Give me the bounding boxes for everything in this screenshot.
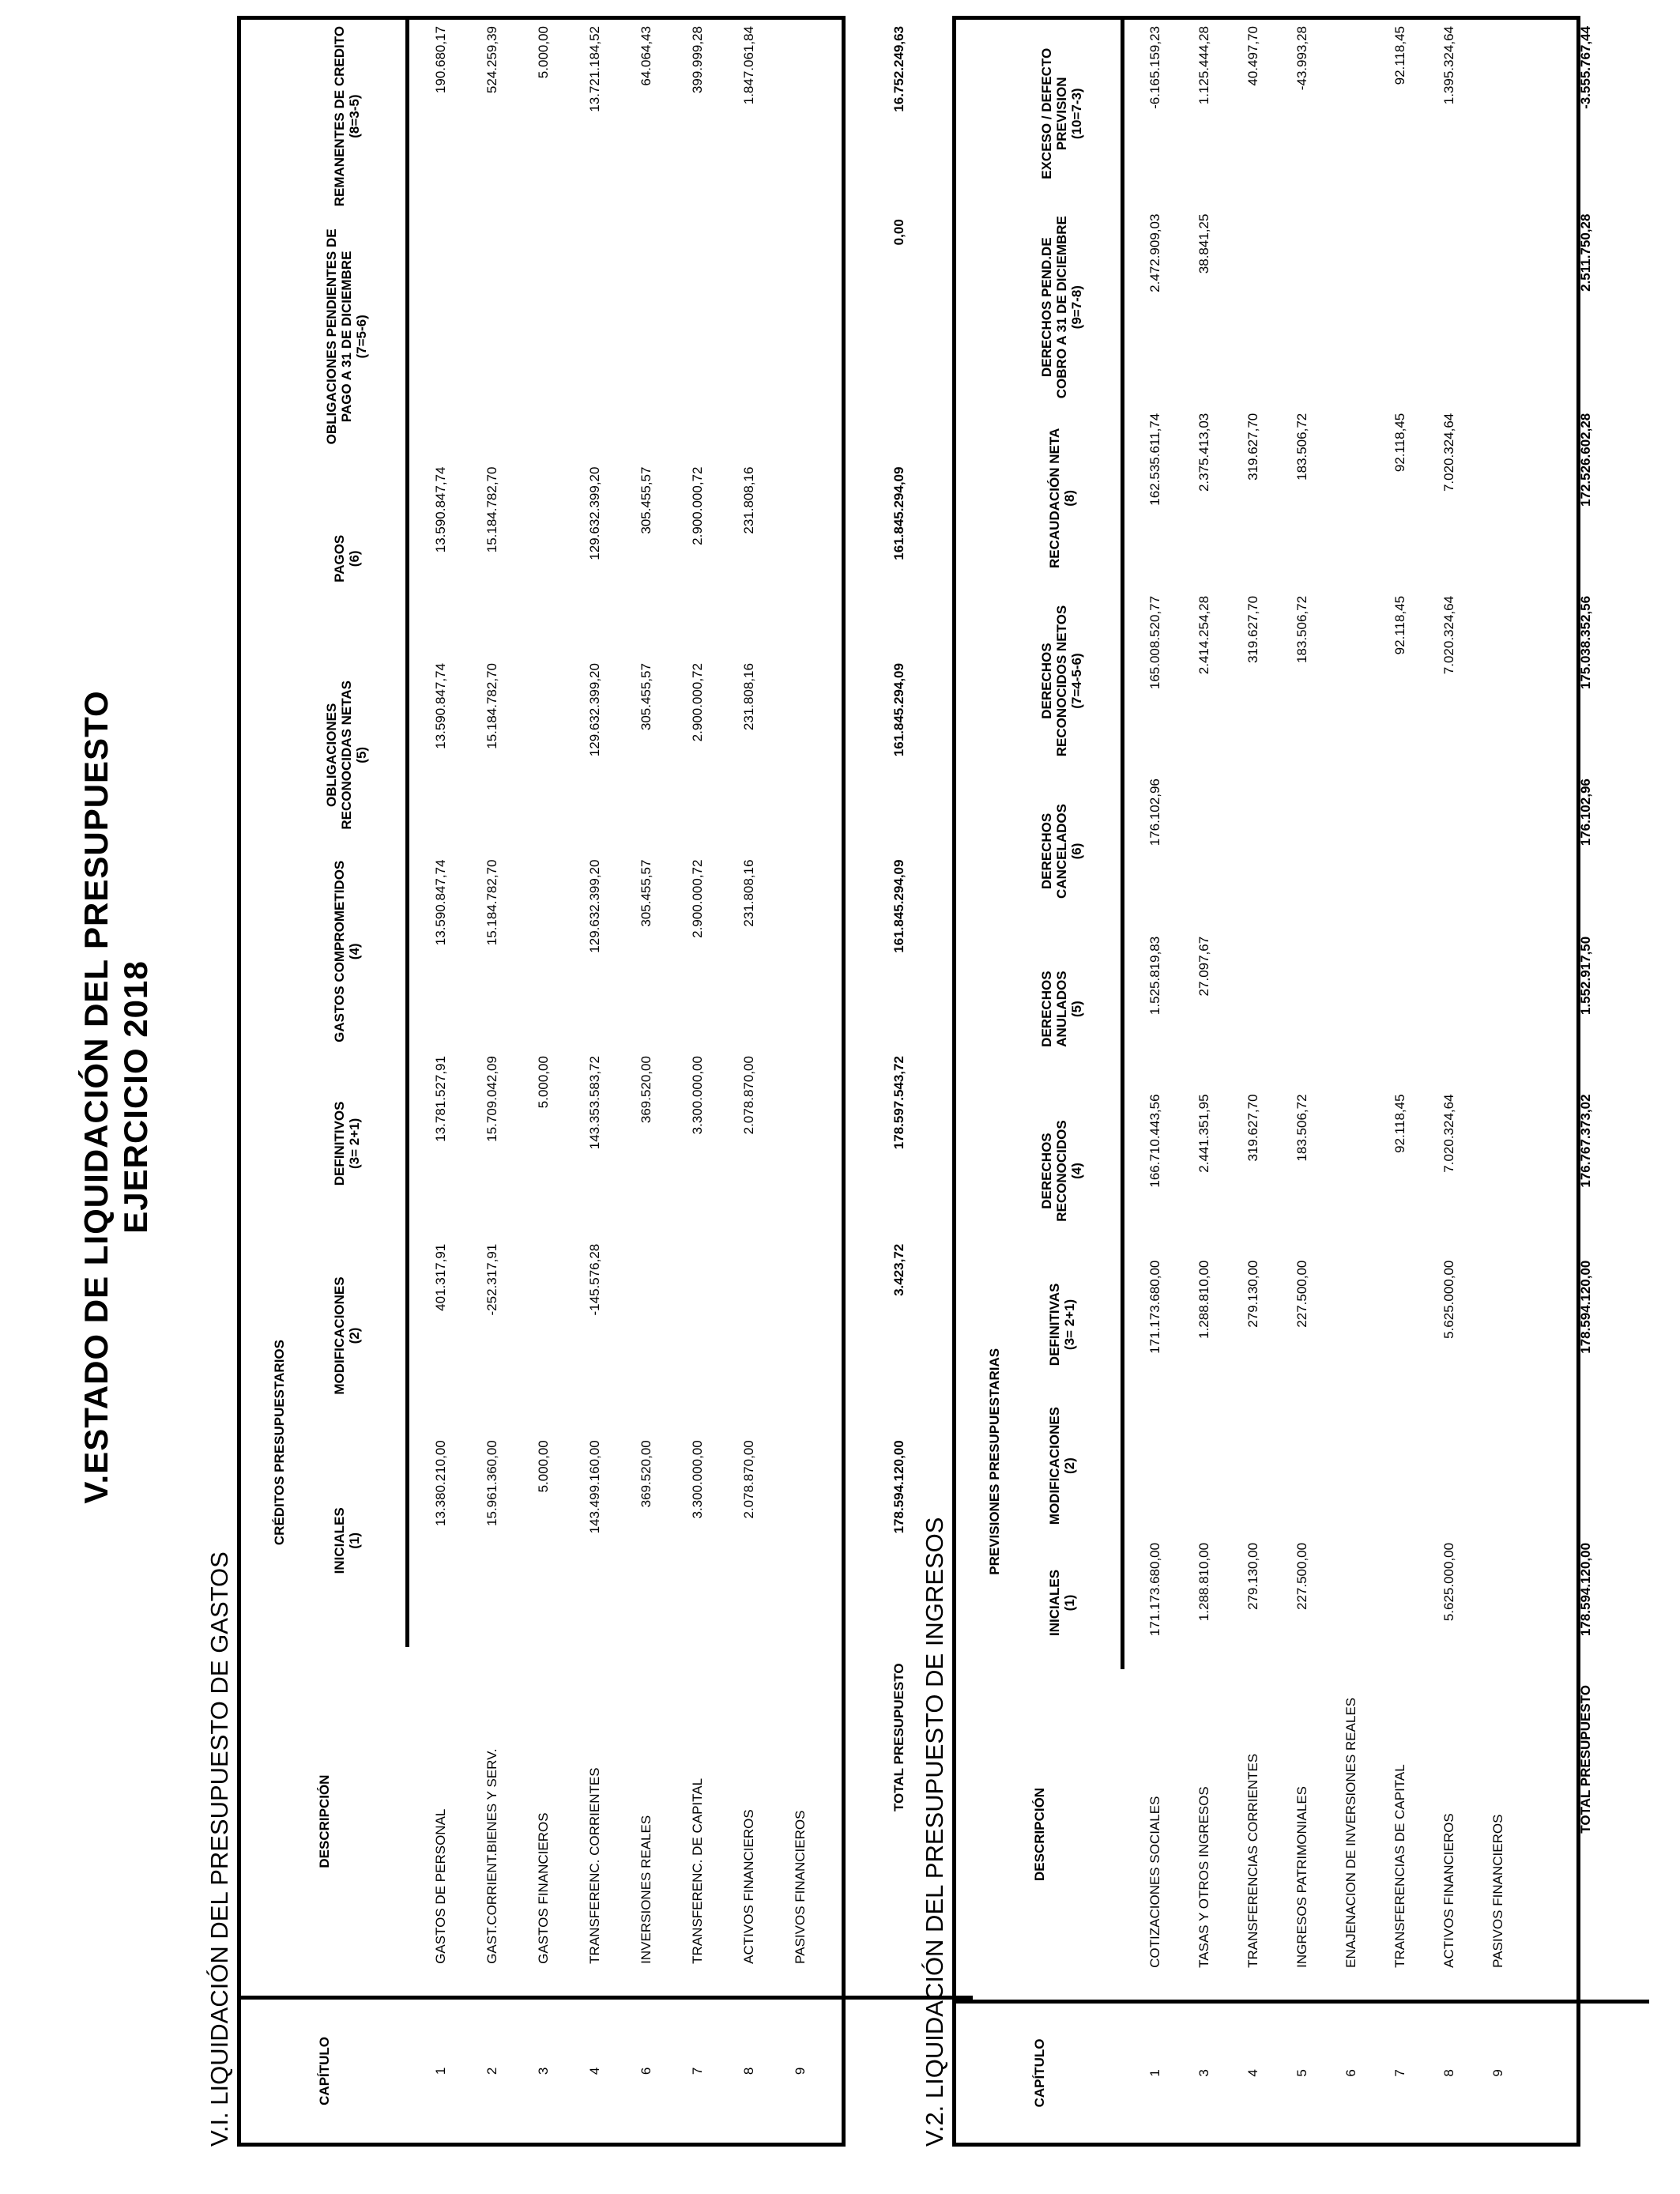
exc-cell: 1.125.444,28 — [1196, 26, 1211, 105]
ini-cell: 227.500,00 — [1294, 1542, 1309, 1610]
rcd-cell: 2.375.413,03 — [1196, 413, 1211, 492]
capitulo-cell: 4 — [1229, 2001, 1278, 2143]
def-cell — [1376, 1254, 1425, 1396]
table-row — [518, 20, 570, 2143]
rcd-cell — [1327, 407, 1376, 590]
mod-cell — [1180, 1395, 1229, 1536]
ingresos-header-iniciales: INICIALES (1) — [1004, 1536, 1122, 1669]
net-cell: 165.008.520,77 — [1147, 595, 1162, 690]
capitulo-cell: 9 — [775, 1997, 827, 2143]
mod-cell — [1327, 1395, 1376, 1536]
exc-cell: 1.395.324,64 — [1441, 26, 1456, 105]
pend-cell — [672, 213, 724, 460]
anu-cell: 27.097,67 — [1196, 936, 1211, 997]
gastos-table-panel — [237, 16, 906, 2147]
mod-cell — [1278, 1395, 1327, 1536]
pend-cell — [1474, 208, 1523, 407]
descripcion-cell: TRANSFERENC. DE CAPITAL — [690, 1777, 705, 1964]
rcd-cell: 162.535.611,74 — [1147, 413, 1162, 506]
pag-cell: 13.590.847,74 — [433, 466, 448, 553]
pend-cell — [518, 213, 570, 460]
capitulo-cell: 6 — [1327, 2001, 1376, 2143]
descripcion-cell: GAST.CORRIENT.BIENES Y SERV. — [484, 1748, 499, 1964]
obl-cell: 15.184.782,70 — [484, 663, 499, 749]
total-rem: 16.752.249,63 — [891, 26, 906, 112]
total-net: 175.038.352,56 — [1577, 595, 1593, 690]
total-rec: 176.767.373,02 — [1577, 1094, 1593, 1188]
ingresos-header-descripcion: DESCRIPCIÓN — [1031, 1787, 1047, 1881]
rec-cell: 2.441.351,95 — [1196, 1094, 1211, 1173]
pend-cell — [1229, 208, 1278, 407]
ini-cell: 279.130,00 — [1245, 1542, 1260, 1610]
def-cell — [1474, 1254, 1523, 1396]
descripcion-cell: GASTOS DE PERSONAL — [433, 1808, 448, 1964]
can-cell — [1229, 772, 1278, 930]
descripcion-cell: ACTIVOS FINANCIEROS — [741, 1809, 756, 1964]
table-row — [1474, 20, 1523, 2143]
pend-cell: 2.472.909,03 — [1147, 213, 1162, 292]
rem-cell — [775, 20, 827, 213]
rec-cell: 319.627,70 — [1245, 1094, 1260, 1162]
ingresos-header-modificaciones: MODIFICACIONES (2) — [1004, 1395, 1122, 1536]
pend-cell — [1425, 208, 1474, 407]
gastos-table — [241, 20, 973, 2143]
rem-cell: 399.999,28 — [690, 26, 705, 94]
anu-cell — [1376, 930, 1425, 1088]
pag-cell — [775, 461, 827, 658]
def-cell: 279.130,00 — [1245, 1260, 1260, 1328]
comp-cell: 231.808,16 — [741, 859, 756, 927]
exc-cell: 40.497,70 — [1245, 26, 1260, 86]
gastos-header-capitulo: CAPÍTULO — [241, 1997, 407, 2143]
ini-cell: 13.380.210,00 — [433, 1440, 448, 1526]
ini-cell: 15.961.360,00 — [484, 1440, 499, 1526]
ingresos-header-capitulo: CAPÍTULO — [956, 2001, 1122, 2143]
ini-cell: 369.520,00 — [638, 1440, 654, 1508]
def-cell: 1.288.810,00 — [1196, 1260, 1211, 1339]
rcd-cell: 319.627,70 — [1245, 413, 1260, 481]
comp-cell: 129.632.399,20 — [587, 859, 602, 953]
page-title: V.ESTADO DE LIQUIDACIÓN DEL PRESUPUESTO — [77, 690, 115, 1504]
mod-cell — [1425, 1395, 1474, 1536]
anu-cell — [1425, 930, 1474, 1088]
pend-cell — [621, 213, 672, 460]
total-obl: 161.845.294,09 — [891, 663, 906, 757]
rem-cell: 190.680,17 — [433, 26, 448, 94]
rec-cell: 166.710.443,56 — [1147, 1094, 1162, 1188]
capitulo-cell: 4 — [570, 1997, 621, 2143]
def-cell: 5.000,00 — [536, 1056, 551, 1109]
ini-cell: 3.300.000,00 — [690, 1440, 705, 1519]
can-cell — [1376, 772, 1425, 930]
total-def: 178.597.543,72 — [891, 1056, 906, 1150]
descripcion-cell: TRANSFERENCIAS DE CAPITAL — [1392, 1764, 1407, 1968]
total-ini: 178.594.120,00 — [891, 1440, 906, 1534]
rem-cell: 13.721.184,52 — [587, 26, 602, 112]
gastos-section-title: V.I. LIQUIDACIÓN DEL PRESUPUESTO DE GASTOS — [205, 1551, 233, 2147]
capitulo-cell: 1 — [416, 1997, 467, 2143]
table-row — [672, 20, 724, 2143]
comp-cell: 2.900.000,72 — [690, 859, 705, 938]
gastos-header-remanentes: REMANENTES DE CREDITO (8=3-5) — [288, 20, 407, 213]
rec-cell — [1327, 1088, 1376, 1253]
table-row — [1376, 20, 1425, 2143]
ini-cell: 171.173.680,00 — [1147, 1542, 1162, 1637]
mod-cell — [1229, 1395, 1278, 1536]
ingresos-header-anulados: DERECHOS ANULADOS (5) — [1004, 930, 1122, 1088]
table-row — [775, 20, 827, 2143]
capitulo-cell: 5 — [1278, 2001, 1327, 2143]
total-mod: 3.423,72 — [891, 1243, 906, 1296]
ini-cell: 5.000,00 — [536, 1440, 551, 1493]
total-label: TOTAL PRESUPUESTO — [1577, 1685, 1593, 1834]
pend-cell — [724, 213, 775, 460]
total-ini: 178.594.120,00 — [1577, 1542, 1593, 1637]
mod-cell — [775, 1238, 827, 1434]
pend-cell — [1278, 208, 1327, 407]
total-def: 178.594.120,00 — [1577, 1260, 1593, 1354]
def-cell: 13.781.527,91 — [433, 1056, 448, 1142]
comp-cell: 15.184.782,70 — [484, 859, 499, 946]
def-cell: 227.500,00 — [1294, 1260, 1309, 1328]
rem-cell: 5.000,00 — [536, 26, 551, 79]
mod-cell: -145.576,28 — [587, 1243, 602, 1316]
table-row — [416, 20, 467, 2143]
descripcion-cell: TRANSFERENCIAS CORRIENTES — [1245, 1753, 1260, 1968]
pend-cell — [570, 213, 621, 460]
descripcion-cell: GASTOS FINANCIEROS — [536, 1812, 551, 1964]
pend-cell — [416, 213, 467, 460]
capitulo-cell: 3 — [518, 1997, 570, 2143]
capitulo-cell: 7 — [1376, 2001, 1425, 2143]
ingresos-table — [956, 20, 1649, 2143]
ini-cell — [775, 1434, 827, 1647]
table-row — [467, 20, 518, 2143]
ingresos-header-reconocidos: DERECHOS RECONOCIDOS (4) — [1004, 1088, 1122, 1253]
rem-cell: 64.064,43 — [638, 26, 654, 86]
gastos-group-header: CRÉDITOS PRESUPUESTARIOS — [272, 1340, 287, 1546]
pag-cell: 15.184.782,70 — [484, 466, 499, 553]
descripcion-cell: INGRESOS PATRIMONIALES — [1294, 1786, 1309, 1968]
anu-cell — [1278, 930, 1327, 1088]
pag-cell: 231.808,16 — [741, 466, 756, 534]
rcd-cell — [1474, 407, 1523, 590]
total-mod — [1523, 1395, 1649, 1536]
total-can: 176.102,96 — [1577, 778, 1593, 846]
anu-cell: 1.525.819,83 — [1147, 936, 1162, 1016]
ini-cell — [1474, 1536, 1523, 1669]
table-row — [724, 20, 775, 2143]
pend-cell — [775, 213, 827, 460]
ini-cell — [1327, 1536, 1376, 1669]
rec-cell: 7.020.324,64 — [1441, 1094, 1456, 1173]
total-comp: 161.845.294,09 — [891, 859, 906, 953]
anu-cell — [1327, 930, 1376, 1088]
rcd-cell: 183.506,72 — [1294, 413, 1309, 481]
comp-cell: 305.455,57 — [638, 859, 654, 927]
gastos-header-modificaciones: MODIFICACIONES (2) — [288, 1238, 407, 1434]
can-cell — [1425, 772, 1474, 930]
capitulo-cell: 1 — [1131, 2001, 1180, 2143]
ingresos-header-cancelados: DERECHOS CANCELADOS (6) — [1004, 772, 1122, 930]
obl-cell: 13.590.847,74 — [433, 663, 448, 749]
can-cell — [1180, 772, 1229, 930]
ini-cell: 5.625.000,00 — [1441, 1542, 1456, 1622]
ingresos-header-recaudacion: RECAUDACIÓN NETA (8) — [1004, 407, 1122, 590]
anu-cell — [1474, 930, 1523, 1088]
total-pag: 161.845.294,09 — [891, 466, 906, 560]
descripcion-cell: ENAJENACION DE INVERSIONES REALES — [1343, 1697, 1358, 1968]
gastos-header-iniciales: INICIALES (1) — [288, 1434, 407, 1647]
total-exc: -3.555.767,44 — [1577, 26, 1593, 109]
table-row — [570, 20, 621, 2143]
descripcion-cell: TRANSFERENC. CORRIENTES — [587, 1767, 602, 1964]
ini-cell — [1376, 1536, 1425, 1669]
net-cell: 92.118,45 — [1392, 595, 1407, 655]
obl-cell: 231.808,16 — [741, 663, 756, 731]
obl-cell — [775, 657, 827, 854]
gastos-header-comprometidos: GASTOS COMPROMETIDOS (4) — [288, 854, 407, 1050]
ingresos-header-netos: DERECHOS RECONOCIDOS NETOS (7=4-5-6) — [1004, 590, 1122, 772]
pend-cell: 38.841,25 — [1196, 213, 1211, 274]
mod-cell: 401.317,91 — [433, 1243, 448, 1311]
table-row — [1327, 20, 1376, 2143]
ingresos-table-panel — [952, 16, 1593, 2147]
total-pend: 2.511.750,28 — [1577, 213, 1593, 292]
rcd-cell: 7.020.324,64 — [1441, 413, 1456, 492]
capitulo-cell: 7 — [672, 1997, 724, 2143]
pend-cell — [1327, 208, 1376, 407]
rem-cell: 1.847.061,84 — [741, 26, 756, 105]
pag-cell: 129.632.399,20 — [587, 466, 602, 560]
can-cell — [1327, 772, 1376, 930]
table-row — [1131, 20, 1180, 2143]
descripcion-cell: COTIZACIONES SOCIALES — [1147, 1796, 1162, 1968]
gastos-header-descripcion: DESCRIPCIÓN — [316, 1774, 332, 1868]
pag-cell — [518, 461, 570, 658]
rem-cell: 524.259,39 — [484, 26, 499, 94]
mod-cell — [724, 1238, 775, 1434]
rcd-cell: 92.118,45 — [1392, 413, 1407, 473]
capitulo-cell: 3 — [1180, 2001, 1229, 2143]
comp-cell — [775, 854, 827, 1050]
table-row — [1278, 20, 1327, 2143]
table-row — [1180, 20, 1229, 2143]
capitulo-cell: 2 — [467, 1997, 518, 2143]
net-cell: 319.627,70 — [1245, 595, 1260, 664]
ingresos-section-title: V.2. LIQUIDACIÓN DEL PRESUPUESTO DE INGRESOS — [921, 1517, 948, 2147]
can-cell — [1474, 772, 1523, 930]
pend-cell — [467, 213, 518, 460]
ingresos-header-pendientes: DERECHOS PEND.DE COBRO A 31 DE DICIEMBRE (9=7-8) — [1004, 208, 1122, 407]
gastos-header-definitivos: DEFINITIVOS (3= 2+1) — [288, 1050, 407, 1238]
def-cell: 15.709.042,09 — [484, 1056, 499, 1142]
rec-cell: 183.506,72 — [1294, 1094, 1309, 1162]
def-cell: 143.353.583,72 — [587, 1056, 602, 1150]
def-cell: 5.625.000,00 — [1441, 1260, 1456, 1339]
ini-cell: 143.499.160,00 — [587, 1440, 602, 1534]
exc-cell — [1327, 20, 1376, 208]
net-cell — [1327, 590, 1376, 772]
descripcion-cell: TASAS Y OTROS INGRESOS — [1196, 1786, 1211, 1968]
ingresos-header-exceso: EXCESO / DEFECTO PREVISION (10=7-3) — [1004, 20, 1122, 208]
def-cell — [775, 1050, 827, 1238]
ingresos-header-definitivas: DEFINITIVAS (3= 2+1) — [1004, 1254, 1122, 1396]
mod-cell: -252.317,91 — [484, 1243, 499, 1316]
def-cell — [1327, 1254, 1376, 1396]
mod-cell — [1376, 1395, 1425, 1536]
table-row — [1425, 20, 1474, 2143]
gastos-header-obligaciones: OBLIGACIONES RECONOCIDAS NETAS (5) — [288, 657, 407, 854]
total-row — [827, 20, 973, 2143]
descripcion-cell: ACTIVOS FINANCIEROS — [1441, 1813, 1456, 1968]
mod-cell — [1474, 1395, 1523, 1536]
can-cell: 176.102,96 — [1147, 778, 1162, 846]
net-cell — [1474, 590, 1523, 772]
page-subtitle: EJERCICIO 2018 — [117, 960, 154, 1234]
pag-cell: 305.455,57 — [638, 466, 654, 534]
exc-cell: -43.993,28 — [1294, 26, 1309, 91]
ingresos-group-header: PREVISIONES PRESUPUESTARIAS — [987, 1348, 1002, 1575]
gastos-header-pendientes: OBLIGACIONES PENDIENTES DE PAGO A 31 DE DICIEMBRE (7=5-6) — [288, 213, 407, 460]
ini-cell: 1.288.810,00 — [1196, 1542, 1211, 1622]
obl-cell: 305.455,57 — [638, 663, 654, 731]
exc-cell: 92.118,45 — [1392, 26, 1407, 85]
total-label: TOTAL PRESUPUESTO — [891, 1663, 906, 1812]
anu-cell — [1229, 930, 1278, 1088]
total-row — [1523, 20, 1649, 2143]
descripcion-cell: INVERSIONES REALES — [638, 1815, 654, 1964]
table-row — [621, 20, 672, 2143]
pend-cell — [1376, 208, 1425, 407]
def-cell: 171.173.680,00 — [1147, 1260, 1162, 1354]
total-anu: 1.552.917,50 — [1577, 936, 1593, 1016]
comp-cell — [518, 854, 570, 1050]
pag-cell: 2.900.000,72 — [690, 466, 705, 545]
mod-cell — [518, 1238, 570, 1434]
obl-cell — [518, 657, 570, 854]
total-pend: 0,00 — [891, 219, 906, 246]
mod-cell — [1131, 1395, 1180, 1536]
def-cell: 2.078.870,00 — [741, 1056, 756, 1135]
net-cell: 183.506,72 — [1294, 595, 1309, 664]
total-rcd: 172.526.602,28 — [1577, 413, 1593, 507]
mod-cell — [672, 1238, 724, 1434]
table-row — [1229, 20, 1278, 2143]
exc-cell: -6.165.159,23 — [1147, 26, 1162, 109]
gastos-header-pagos: PAGOS (6) — [288, 461, 407, 658]
capitulo-cell: 9 — [1474, 2001, 1523, 2143]
def-cell: 369.520,00 — [638, 1056, 654, 1124]
capitulo-cell: 8 — [724, 1997, 775, 2143]
rec-cell: 92.118,45 — [1392, 1094, 1407, 1153]
can-cell — [1278, 772, 1327, 930]
comp-cell: 13.590.847,74 — [433, 859, 448, 946]
obl-cell: 2.900.000,72 — [690, 663, 705, 742]
capitulo-cell: 6 — [621, 1997, 672, 2143]
exc-cell — [1474, 20, 1523, 208]
rec-cell — [1474, 1088, 1523, 1253]
capitulo-cell: 8 — [1425, 2001, 1474, 2143]
descripcion-cell: PASIVOS FINANCIEROS — [793, 1810, 808, 1964]
net-cell: 7.020.324,64 — [1441, 595, 1456, 675]
descripcion-cell: PASIVOS FINANCIEROS — [1490, 1814, 1505, 1968]
obl-cell: 129.632.399,20 — [587, 663, 602, 757]
net-cell: 2.414.254,28 — [1196, 595, 1211, 675]
mod-cell — [621, 1238, 672, 1434]
def-cell: 3.300.000,00 — [690, 1056, 705, 1135]
ini-cell: 2.078.870,00 — [741, 1440, 756, 1519]
